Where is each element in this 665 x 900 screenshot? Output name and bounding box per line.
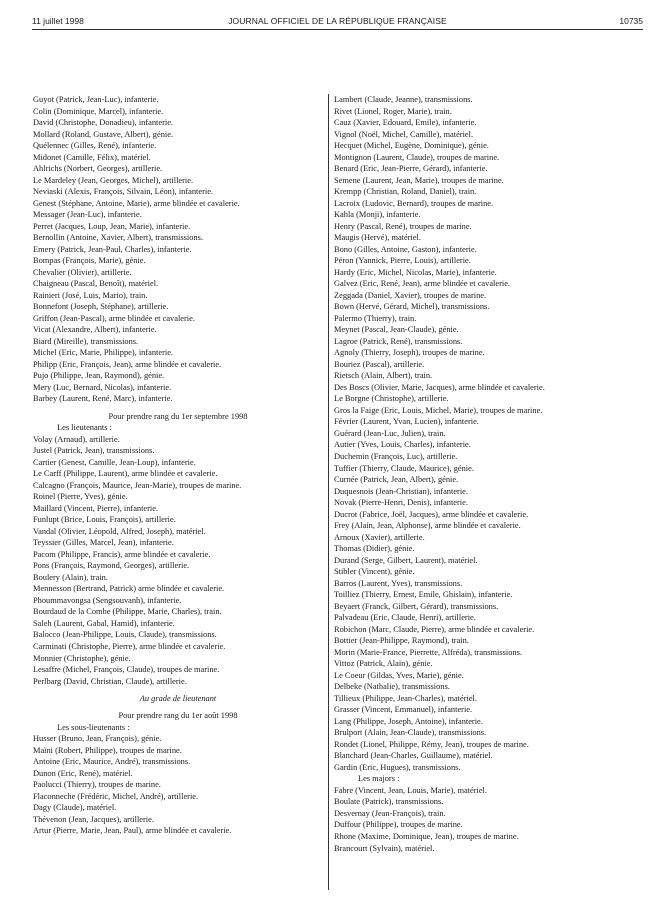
list-entry: Ducrot (Fabrice, Joël, Jacques), arme blindée et cavalerie. bbox=[334, 509, 529, 519]
list-entry: Rondet (Lionel, Philippe, Rémy, Jean), troupes de marine. bbox=[334, 739, 529, 749]
list-entry: Agnoly (Thierry, Joseph), troupes de marine. bbox=[334, 348, 485, 358]
list-entry: Phoummavongsa (Sengsouvanh), infanterie. bbox=[33, 595, 182, 605]
list-entry: Montignon (Laurent, Claude), troupes de marine. bbox=[334, 152, 500, 162]
list-entry: Emery (Patrick, Jean-Paul, Charles), infanterie. bbox=[33, 244, 192, 254]
list-entry: Tuffier (Thierry, Claude, Maurice), génie. bbox=[334, 463, 474, 473]
list-entry: Toilliez (Thierry, Ernest, Emile, Ghislain), infanterie. bbox=[334, 590, 513, 600]
list-entry: Zeggada (Daniel, Xavier), troupes de marine. bbox=[334, 290, 487, 300]
list-entry: Le Borgne (Christophe), artillerie. bbox=[334, 394, 449, 404]
list-entry: Artur (Pierre, Marie, Jean, Paul), arme blindée et cavalerie. bbox=[33, 826, 232, 836]
list-entry: Flaconneche (Frédéric, Michel, André), artillerie. bbox=[33, 791, 199, 801]
list-entry: Philipp (Eric, François, Jean), arme blindée et cavalerie. bbox=[33, 359, 222, 369]
page-header bbox=[32, 16, 643, 28]
list-entry: Autier (Yves, Louis, Charles), infanterie. bbox=[334, 440, 471, 450]
list-entry: Michel (Eric, Marie, Philippe), infanterie. bbox=[33, 348, 173, 358]
list-entry: Husser (Bruno, Jean, François), génie. bbox=[33, 734, 162, 744]
list-entry: Vandal (Olivier, Léopold, Alfred, Joseph), matériel. bbox=[33, 526, 206, 536]
left-list-block2 bbox=[33, 434, 323, 687]
list-entry: Mollard (Roland, Gustave, Albert), génie. bbox=[33, 129, 174, 139]
list-entry: Vittoz (Patrick, Alain), génie. bbox=[334, 659, 433, 669]
list-entry: Delbeke (Nathalie), transmissions. bbox=[334, 682, 450, 692]
list-entry: Boulate (Patrick), transmissions. bbox=[334, 797, 444, 807]
list-entry: Maugis (Hervé), matériel. bbox=[334, 233, 421, 243]
list-entry: Carminati (Christophe, Pierre), arme blindée et cavalerie. bbox=[33, 641, 226, 651]
list-entry: Pacom (Philippe, Francis), arme blindée et cavalerie. bbox=[33, 549, 211, 559]
list-entry: Duffour (Philippe), troupes de marine. bbox=[334, 820, 463, 830]
list-entry: Péron (Yannick, Pierre, Louis), artillerie. bbox=[334, 256, 471, 266]
list-entry: Boulery (Alain), train. bbox=[33, 572, 108, 582]
right-list-block1 bbox=[334, 94, 644, 773]
list-entry: Rainieri (José, Luis, Mario), train. bbox=[33, 290, 148, 300]
list-entry: Benard (Eric, Jean-Pierre, Gérard), infanterie. bbox=[334, 164, 488, 174]
list-entry: Fabre (Vincent, Jean, Louis, Marie), matériel. bbox=[334, 785, 487, 795]
list-entry: Stibler (Vincent), génie. bbox=[334, 567, 415, 577]
list-entry: Thomas (Didier), génie. bbox=[334, 544, 415, 554]
list-entry: Volay (Arnaud), artillerie. bbox=[33, 434, 120, 444]
list-entry: Brulport (Alain, Jean-Claude), transmissions. bbox=[334, 728, 487, 738]
list-entry: Lang (Philippe, Joseph, Antoine), infanterie. bbox=[334, 716, 483, 726]
list-entry: Palermo (Thierry), train. bbox=[334, 313, 417, 323]
list-entry: Le Carff (Philippe, Laurent), arme blindée et cavalerie. bbox=[33, 469, 218, 479]
list-entry: Funlupt (Brice, Louis, François), artillerie. bbox=[33, 515, 176, 525]
list-entry: Arnoux (Xavier), artillerie. bbox=[334, 532, 425, 542]
list-entry: Dunon (Eric, René), matériel. bbox=[33, 768, 133, 778]
list-entry: Vignol (Noël, Michel, Camille), matériel. bbox=[334, 129, 474, 139]
list-entry: Desvernay (Jean-François), train. bbox=[334, 808, 446, 818]
list-entry: Lagroe (Patrick, René), transmissions. bbox=[334, 336, 463, 346]
list-entry: Guyot (Patrick, Jean-Luc), infanterie. bbox=[33, 95, 159, 104]
list-entry: Bono (Gilles, Antoine, Gaston), infanterie. bbox=[334, 244, 477, 254]
subheading-sous-lieutenants: Les sous-lieutenants : bbox=[57, 722, 130, 732]
list-entry: Blanchard (Jean-Charles, Guillaume), matériel. bbox=[334, 751, 493, 761]
header-date: 11 juillet 1998 bbox=[32, 16, 84, 26]
list-entry: Chaigneau (Pascal, Benoît), matériel. bbox=[33, 279, 159, 289]
list-entry: Novak (Pierre-Henri, Denis), infanterie. bbox=[334, 498, 468, 508]
list-entry: Rietsch (Alain, Albert), train. bbox=[334, 371, 433, 381]
list-entry: Morin (Marie-France, Pierrette, Alfréda), transmissions. bbox=[334, 647, 522, 657]
list-entry: Calcagno (François, Maurice, Jean-Marie), troupes de marine. bbox=[33, 480, 242, 490]
list-entry: Saleh (Laurent, Gabal, Hamid), infanterie. bbox=[33, 618, 175, 628]
list-entry: Bourdaud de la Combe (Philippe, Marie, Charles), train. bbox=[33, 607, 222, 617]
list-entry: Barros (Laurent, Yves), transmissions. bbox=[334, 578, 463, 588]
list-entry: Chevalier (Olivier), artillerie. bbox=[33, 267, 132, 277]
left-list-block3 bbox=[33, 733, 323, 837]
list-entry: Bompas (François, Marie), génie. bbox=[33, 256, 146, 266]
list-entry: Maillard (Vincent, Pierre), infanterie. bbox=[33, 503, 159, 513]
list-entry: Galvez (Eric, René, Jean), arme blindée et cavalerie. bbox=[334, 279, 511, 289]
list-entry: Palvadeau (Eric, Claude, Henri), artillerie. bbox=[334, 613, 476, 623]
section-heading-september: Pour prendre rang du 1er septembre 1998 bbox=[108, 411, 248, 421]
list-entry: Bernollin (Antoine, Xavier, Albert), transmissions. bbox=[33, 233, 203, 243]
list-entry: Lambert (Claude, Jeanne), transmissions. bbox=[334, 95, 473, 104]
list-entry: Le Coeur (Gildas, Yves, Marie), génie. bbox=[334, 670, 464, 680]
list-entry: Antoine (Eric, Maurice, André), transmissions. bbox=[33, 757, 191, 767]
list-entry: Tillieux (Philippe, Jean-Charles), matériel. bbox=[334, 693, 477, 703]
list-entry: Henry (Pascal, René), troupes de marine. bbox=[334, 221, 472, 231]
subheading-lieutenants: Les lieutenants : bbox=[57, 423, 112, 433]
list-entry: Lesaffre (Michel, François, Claude), troupes de marine. bbox=[33, 665, 220, 675]
list-entry: Justel (Patrick, Jean), transmissions. bbox=[33, 446, 155, 456]
list-entry: Brancourt (Sylvain), matériel. bbox=[334, 843, 435, 853]
header-rule bbox=[32, 29, 643, 30]
list-entry: David (Christophe, Donadieu), infanterie. bbox=[33, 118, 174, 128]
column-divider bbox=[328, 94, 329, 890]
list-entry: Rivet (Lionel, Roger, Marie), train. bbox=[334, 106, 452, 116]
header-journal-title: JOURNAL OFFICIEL DE LA RÉPUBLIQUE FRANÇAISE bbox=[228, 16, 447, 26]
list-entry: Perret (Jacques, Loup, Jean, Marie), infanterie. bbox=[33, 221, 191, 231]
list-entry: Gros la Faige (Eric, Louis, Michel, Marie), troupes de marine. bbox=[334, 405, 543, 415]
list-entry: Thévenon (Jean, Jacques), artillerie. bbox=[33, 814, 154, 824]
header-page-number: 10735 bbox=[619, 16, 643, 26]
list-entry: Curnée (Patrick, Jean, Albert), génie. bbox=[334, 475, 459, 485]
list-entry: Gardin (Eric, Hugues), transmissions. bbox=[334, 762, 461, 772]
list-entry: Barbey (Laurent, René, Marc), infanterie. bbox=[33, 394, 173, 404]
list-entry: Durand (Serge, Gilbert, Laurent), matériel. bbox=[334, 555, 478, 565]
list-entry: Paolucci (Thierry), troupes de marine. bbox=[33, 780, 161, 790]
list-entry: Perlbarg (David, Christian, Claude), artillerie. bbox=[33, 676, 187, 686]
list-entry: Balocco (Jean-Philippe, Louis, Claude), transmissions. bbox=[33, 630, 217, 640]
list-entry: Grasser (Vincent, Emmanuel), infanterie. bbox=[334, 705, 473, 715]
list-entry: Des Boscs (Olivier, Marie, Jacques), arme blindée et cavalerie. bbox=[334, 382, 545, 392]
list-entry: Beyaert (Franck, Gilbert, Gérard), transmissions. bbox=[334, 601, 499, 611]
list-entry: Pons (François, Raymond, Georges), artillerie. bbox=[33, 561, 190, 571]
list-entry: Bottier (Jean-Philippe, Raymond), train. bbox=[334, 636, 469, 646]
list-entry: Ahlrichs (Norbert, Georges), artillerie. bbox=[33, 164, 163, 174]
list-entry: Meynet (Pascal, Jean-Claude), génie. bbox=[334, 325, 459, 335]
list-entry: Guérard (Jean-Luc, Julien), train. bbox=[334, 428, 446, 438]
left-column bbox=[33, 94, 323, 837]
left-list-block1 bbox=[33, 94, 323, 405]
list-entry: Quélennec (Gilles, René), infanterie. bbox=[33, 141, 157, 151]
list-entry: Pujo (Philippe, Jean, Raymond), génie. bbox=[33, 371, 165, 381]
list-entry: Lacroix (Ludovic, Bernard), troupes de marine. bbox=[334, 198, 494, 208]
list-entry: Maïni (Robert, Philippe), troupes de marine. bbox=[33, 745, 182, 755]
list-entry: Duchemin (François, Luc), artillerie. bbox=[334, 451, 458, 461]
right-list-block2 bbox=[334, 785, 644, 854]
list-entry: Neviaski (Alexis, François, Silvain, Léon), infanterie. bbox=[33, 187, 214, 197]
list-entry: Le Mardeley (Jean, Georges, Michel), artillerie. bbox=[33, 175, 194, 185]
list-entry: Kahla (Monji), infanterie. bbox=[334, 210, 421, 220]
list-entry: Genest (Stéphane, Antoine, Marie), arme blindée et cavalerie. bbox=[33, 198, 240, 208]
list-entry: Bown (Hervé, Gérard, Michel), transmissions. bbox=[334, 302, 490, 312]
list-entry: Biard (Mireille), transmissions. bbox=[33, 336, 139, 346]
section-heading-august: Pour prendre rang du 1er août 1998 bbox=[118, 711, 238, 721]
list-entry: Février (Laurent, Yvan, Lucien), infanterie. bbox=[334, 417, 479, 427]
subheading-majors: Les majors : bbox=[358, 774, 400, 784]
list-entry: Colin (Dominique, Marcel), infanterie. bbox=[33, 106, 164, 116]
list-entry: Rhone (Maxime, Dominique, Jean), troupes de marine. bbox=[334, 832, 519, 841]
list-entry: Bouriez (Pascal), artillerie. bbox=[334, 359, 425, 369]
list-entry: Midonet (Camille, Félix), matériel. bbox=[33, 152, 151, 162]
list-entry: Monnier (Christophe), génie. bbox=[33, 653, 131, 663]
list-entry: Teyssier (Gilles, Marcel, Jean), infanterie. bbox=[33, 538, 174, 548]
list-entry: Vicat (Alexandre, Albert), infanterie. bbox=[33, 325, 157, 335]
list-entry: Cauz (Xavier, Edouard, Emile), infanterie. bbox=[334, 118, 477, 128]
list-entry: Mennesson (Bertrand, Patrick) arme blindée et cavalerie. bbox=[33, 584, 225, 594]
list-entry: Hecquet (Michel, Eugène, Dominique), génie. bbox=[334, 141, 489, 151]
list-entry: Messager (Jean-Luc), infanterie. bbox=[33, 210, 142, 220]
list-entry: Griffon (Jean-Pascal), arme blindée et cavalerie. bbox=[33, 313, 195, 323]
list-entry: Semene (Laurent, Jean, Marie), troupes de marine. bbox=[334, 175, 504, 185]
list-entry: Krempp (Christian, Roland, Daniel), train. bbox=[334, 187, 477, 197]
list-entry: Cartier (Genest, Camille, Jean-Loup), infanterie. bbox=[33, 457, 196, 467]
list-entry: Duquesnois (Jean-Christian), infanterie. bbox=[334, 486, 468, 496]
list-entry: Bonnefont (Joseph, Stéphane), artillerie. bbox=[33, 302, 169, 312]
list-entry: Robichon (Marc, Claude, Pierre), arme blindée et cavalerie. bbox=[334, 624, 535, 634]
section-heading-grade: Au grade de lieutenant bbox=[139, 693, 217, 703]
list-entry: Frey (Alain, Jean, Alphonse), arme blindée et cavalerie. bbox=[334, 521, 521, 531]
list-entry: Roinel (Pierre, Yves), génie. bbox=[33, 492, 128, 502]
list-entry: Hardy (Eric, Michel, Nicolas, Marie), infanterie. bbox=[334, 267, 497, 277]
list-entry: Mery (Luc, Bernard, Nicolas), infanterie. bbox=[33, 382, 172, 392]
right-column bbox=[334, 94, 644, 854]
list-entry: Dagy (Claude), matériel. bbox=[33, 803, 117, 813]
